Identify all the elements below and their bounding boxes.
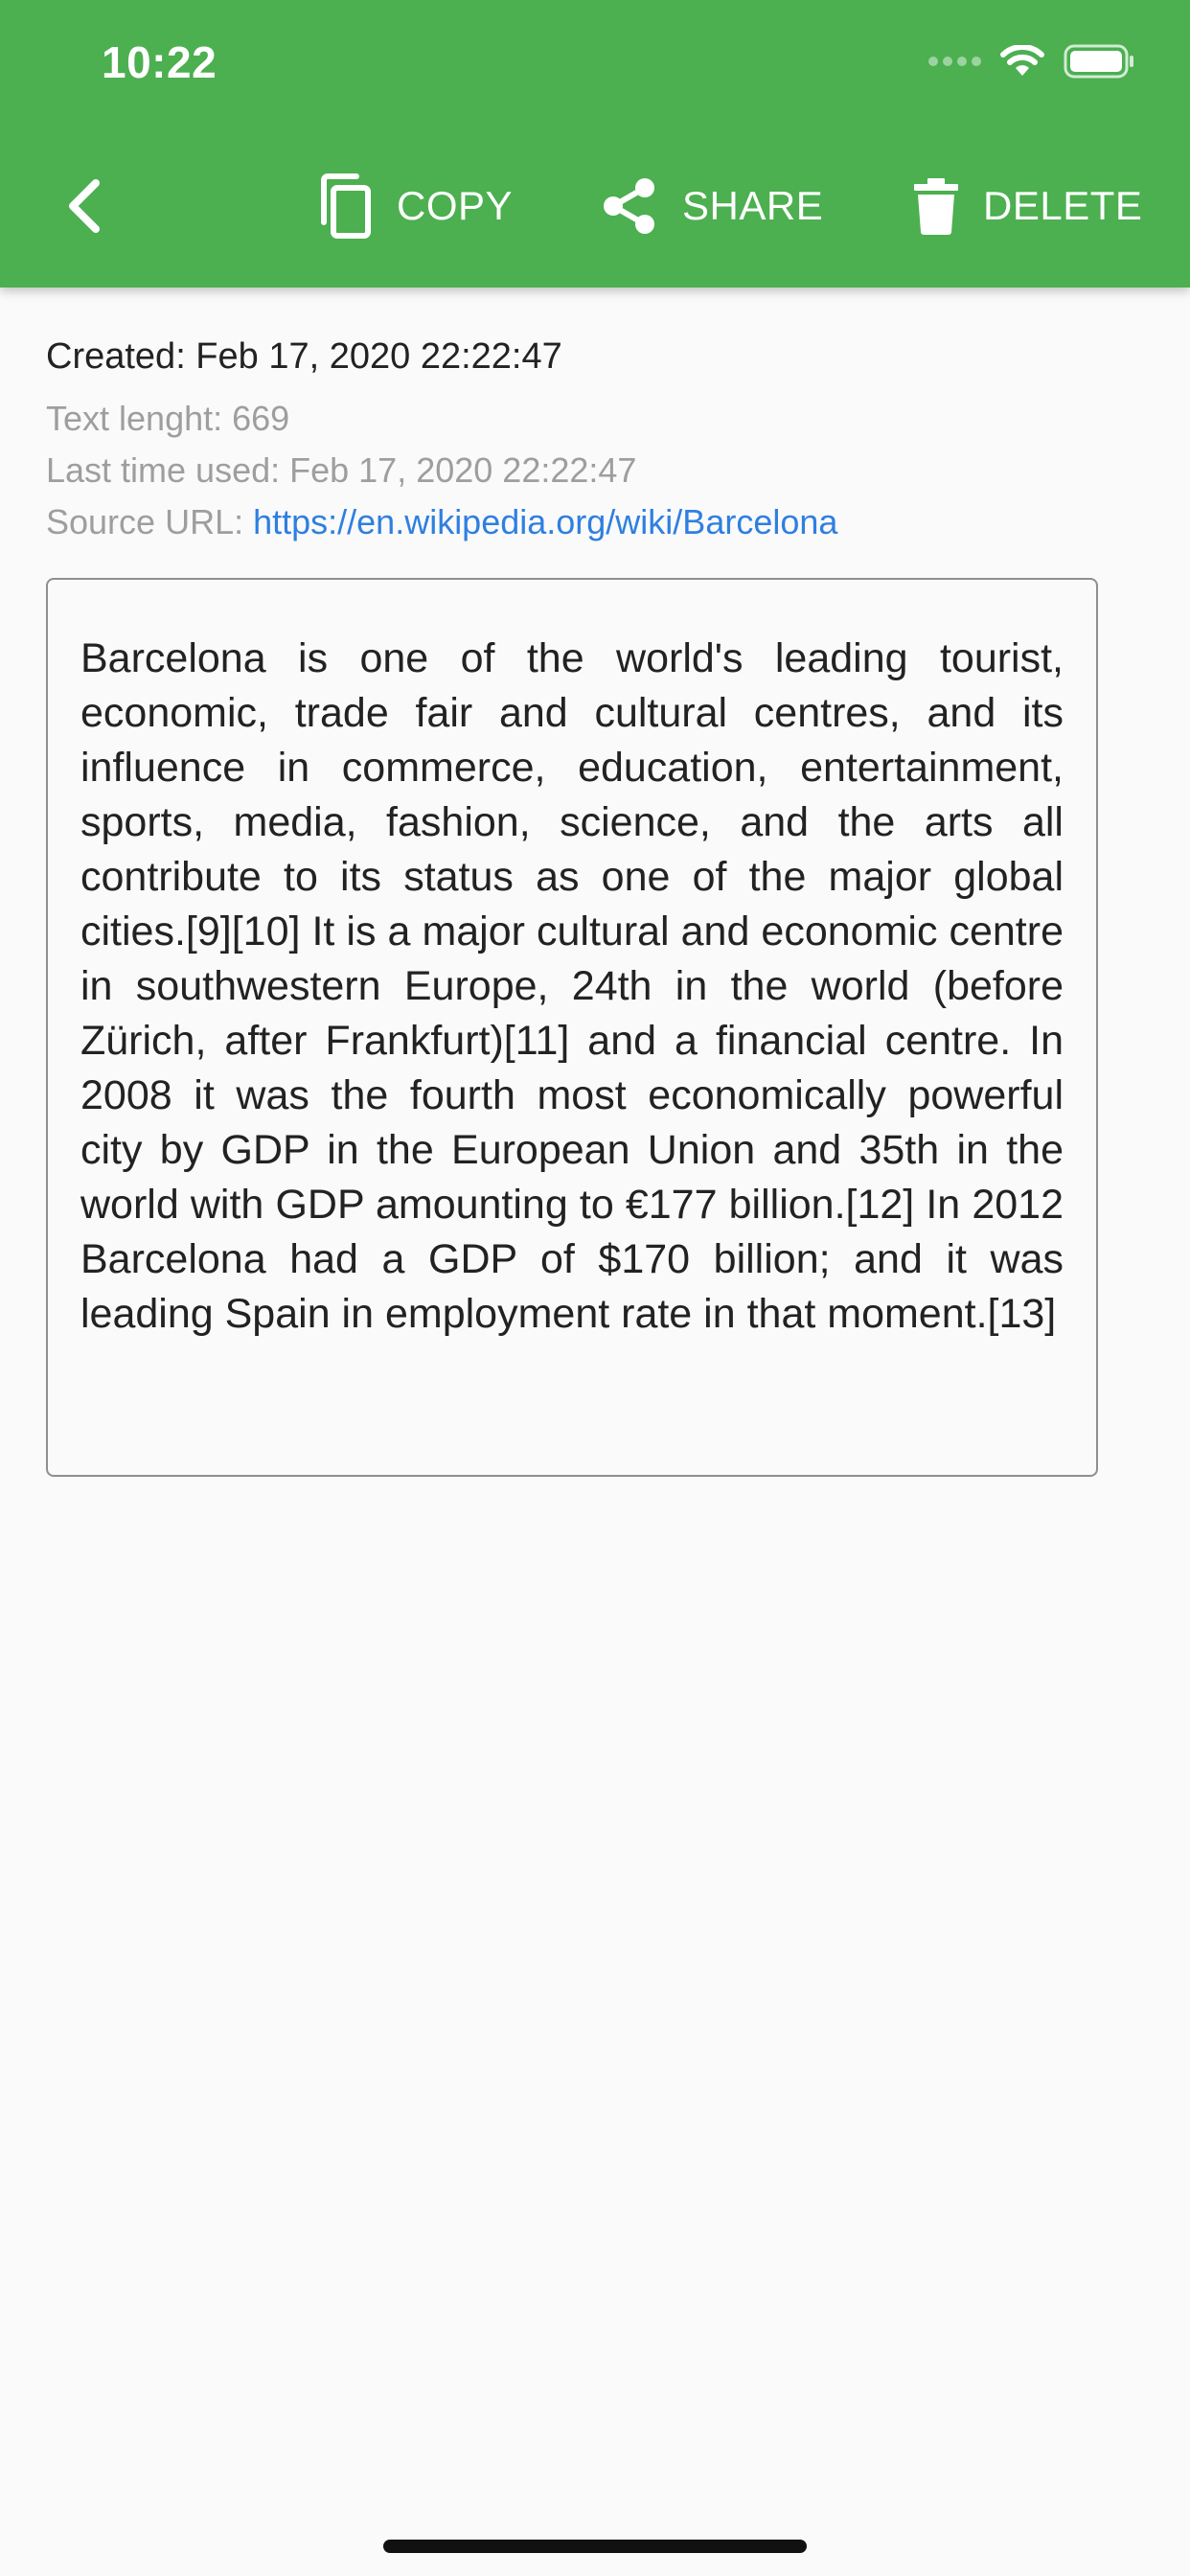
share-label: SHARE: [682, 183, 824, 228]
text-length: Text lenght: 669: [46, 399, 290, 438]
battery-icon: [1064, 44, 1136, 79]
share-icon: [600, 176, 659, 236]
chevron-left-icon: [63, 177, 105, 235]
delete-button[interactable]: [912, 172, 1142, 240]
clip-text-box[interactable]: [46, 578, 1098, 1477]
clip-text: Barcelona is one of the world's leading tourist, economic, trade fair and cultural centres, and its influence in commerce, education, entertainment, sports, media, fashion, science, and the arts all contribute to its status as one of the major global cities.[9][10] It is a major cultural and economic centre in southwestern Europe, 24th in the world (before Zürich, after Frankfurt)[11] and a financial centre. In 2008 it was the fourth most economically powerful city by GDP in the European Union and 35th in the world with GDP amounting to €177 billion.[12] In 2012 Barcelona had a GDP of $170 billion; and it was leading Spain in employment rate in that moment.[13]: [80, 635, 1064, 1337]
source-url-label: Source URL:: [46, 502, 254, 541]
status-indicators: [928, 44, 1136, 79]
delete-label: DELETE: [983, 183, 1143, 228]
app-bar: [0, 0, 1190, 288]
home-indicator[interactable]: [383, 2540, 807, 2553]
toolbar: [0, 153, 1190, 259]
clip-metadata: [46, 332, 837, 548]
created-date: Created: Feb 17, 2020 22:22:47: [46, 336, 562, 377]
cellular-signal-icon: [928, 57, 981, 66]
share-button[interactable]: [600, 172, 823, 240]
wifi-icon: [1000, 45, 1044, 78]
back-button[interactable]: [57, 179, 111, 233]
copy-label: COPY: [397, 183, 514, 228]
copy-icon: [314, 172, 374, 240]
copy-button[interactable]: [314, 172, 513, 240]
trash-icon: [912, 176, 960, 236]
source-url-row: [46, 496, 837, 548]
last-used-date: Last time used: Feb 17, 2020 22:22:47: [46, 450, 637, 490]
source-url-link[interactable]: https://en.wikipedia.org/wiki/Barcelona: [253, 502, 838, 541]
status-time: 10:22: [102, 37, 217, 87]
